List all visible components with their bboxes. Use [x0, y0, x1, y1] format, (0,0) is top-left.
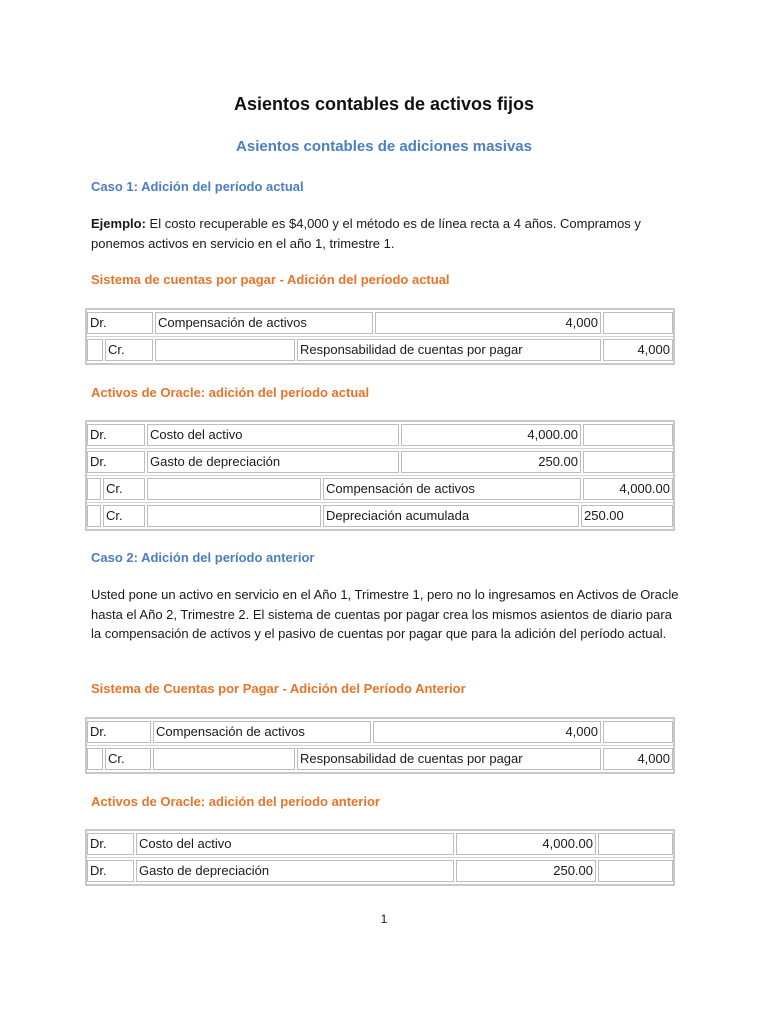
entry-type: Dr. [87, 833, 134, 855]
table-row [87, 719, 673, 746]
debit-amount: 4,000 [373, 721, 601, 743]
ledger-table-oracle-current [85, 420, 675, 531]
document-title: Asientos contables de activos fijos [233, 94, 535, 114]
ledger-table-oracle-prior [85, 829, 675, 886]
table-row [87, 310, 673, 337]
account-name: Responsabilidad de cuentas por pagar [297, 748, 601, 770]
credit-amount [583, 424, 673, 446]
debit-amount: 4,000 [375, 312, 601, 334]
document-subtitle: Asientos contables de adiciones masivas [236, 138, 532, 155]
account-name: Depreciación acumulada [323, 505, 579, 527]
entry-type: Dr. [87, 312, 153, 334]
blank-cell [147, 478, 321, 500]
entry-type: Cr. [105, 339, 153, 361]
entry-type: Cr. [103, 478, 145, 500]
example-label: Ejemplo: [91, 216, 146, 231]
account-name: Compensación de activos [323, 478, 581, 500]
blank-cell [153, 748, 295, 770]
indent-cell [87, 339, 103, 361]
account-name: Responsabilidad de cuentas por pagar [297, 339, 601, 361]
credit-amount [603, 312, 673, 334]
account-name: Costo del activo [147, 424, 399, 446]
table-row [87, 476, 673, 503]
credit-amount [598, 833, 673, 855]
section2-heading: Activos de Oracle: adición del período actual [91, 385, 370, 400]
credit-amount [598, 860, 673, 882]
credit-amount [583, 451, 673, 473]
entry-type: Cr. [103, 505, 145, 527]
case2-text: Usted pone un activo en servicio en el Año 1, Trimestre 1, pero no lo ingresamos en Activos de Oracle hasta el Año 2, Trimestre 2. El sistema de cuentas por pagar crea los mismos asientos de diario para la compensación de activos y el pasivo de cuentas por pagar que para la adición del período actual. [91, 587, 679, 641]
debit-amount: 250.00 [456, 860, 596, 882]
table-row [87, 449, 673, 476]
debit-amount: 4,000.00 [456, 833, 596, 855]
account-name: Compensación de activos [155, 312, 373, 334]
table-row [87, 858, 673, 884]
page-number: 1 [380, 912, 388, 926]
section3-heading: Sistema de Cuentas por Pagar - Adición del Período Anterior [91, 681, 466, 696]
entry-type: Dr. [87, 860, 134, 882]
credit-amount: 250.00 [581, 505, 673, 527]
ledger-table-ap-prior [85, 717, 675, 774]
section1-heading: Sistema de cuentas por pagar - Adición del período actual [91, 272, 450, 287]
entry-type: Cr. [105, 748, 151, 770]
debit-amount: 4,000.00 [401, 424, 581, 446]
indent-cell [87, 478, 101, 500]
entry-type: Dr. [87, 451, 145, 473]
entry-type: Dr. [87, 721, 151, 743]
entry-type: Dr. [87, 424, 145, 446]
indent-cell [87, 748, 103, 770]
blank-cell [147, 505, 321, 527]
ledger-table-ap-current [85, 308, 675, 365]
case1-example [91, 214, 681, 253]
case1-heading: Caso 1: Adición del período actual [91, 179, 304, 194]
blank-cell [155, 339, 295, 361]
table-row [87, 422, 673, 449]
section4-heading: Activos de Oracle: adición del período anterior [91, 794, 380, 809]
example-text: El costo recuperable es $4,000 y el método es de línea recta a 4 años. Compramos y ponemos activos en servicio en el año 1, trimestre 1. [91, 216, 641, 251]
table-row [87, 831, 673, 858]
credit-amount [603, 721, 673, 743]
table-row [87, 746, 673, 772]
credit-amount: 4,000 [603, 339, 673, 361]
credit-amount: 4,000.00 [583, 478, 673, 500]
table-row [87, 337, 673, 363]
account-name: Gasto de depreciación [147, 451, 399, 473]
indent-cell [87, 505, 101, 527]
credit-amount: 4,000 [603, 748, 673, 770]
account-name: Gasto de depreciación [136, 860, 454, 882]
case2-heading: Caso 2: Adición del período anterior [91, 550, 315, 565]
table-row [87, 503, 673, 529]
account-name: Costo del activo [136, 833, 454, 855]
debit-amount: 250.00 [401, 451, 581, 473]
account-name: Compensación de activos [153, 721, 371, 743]
